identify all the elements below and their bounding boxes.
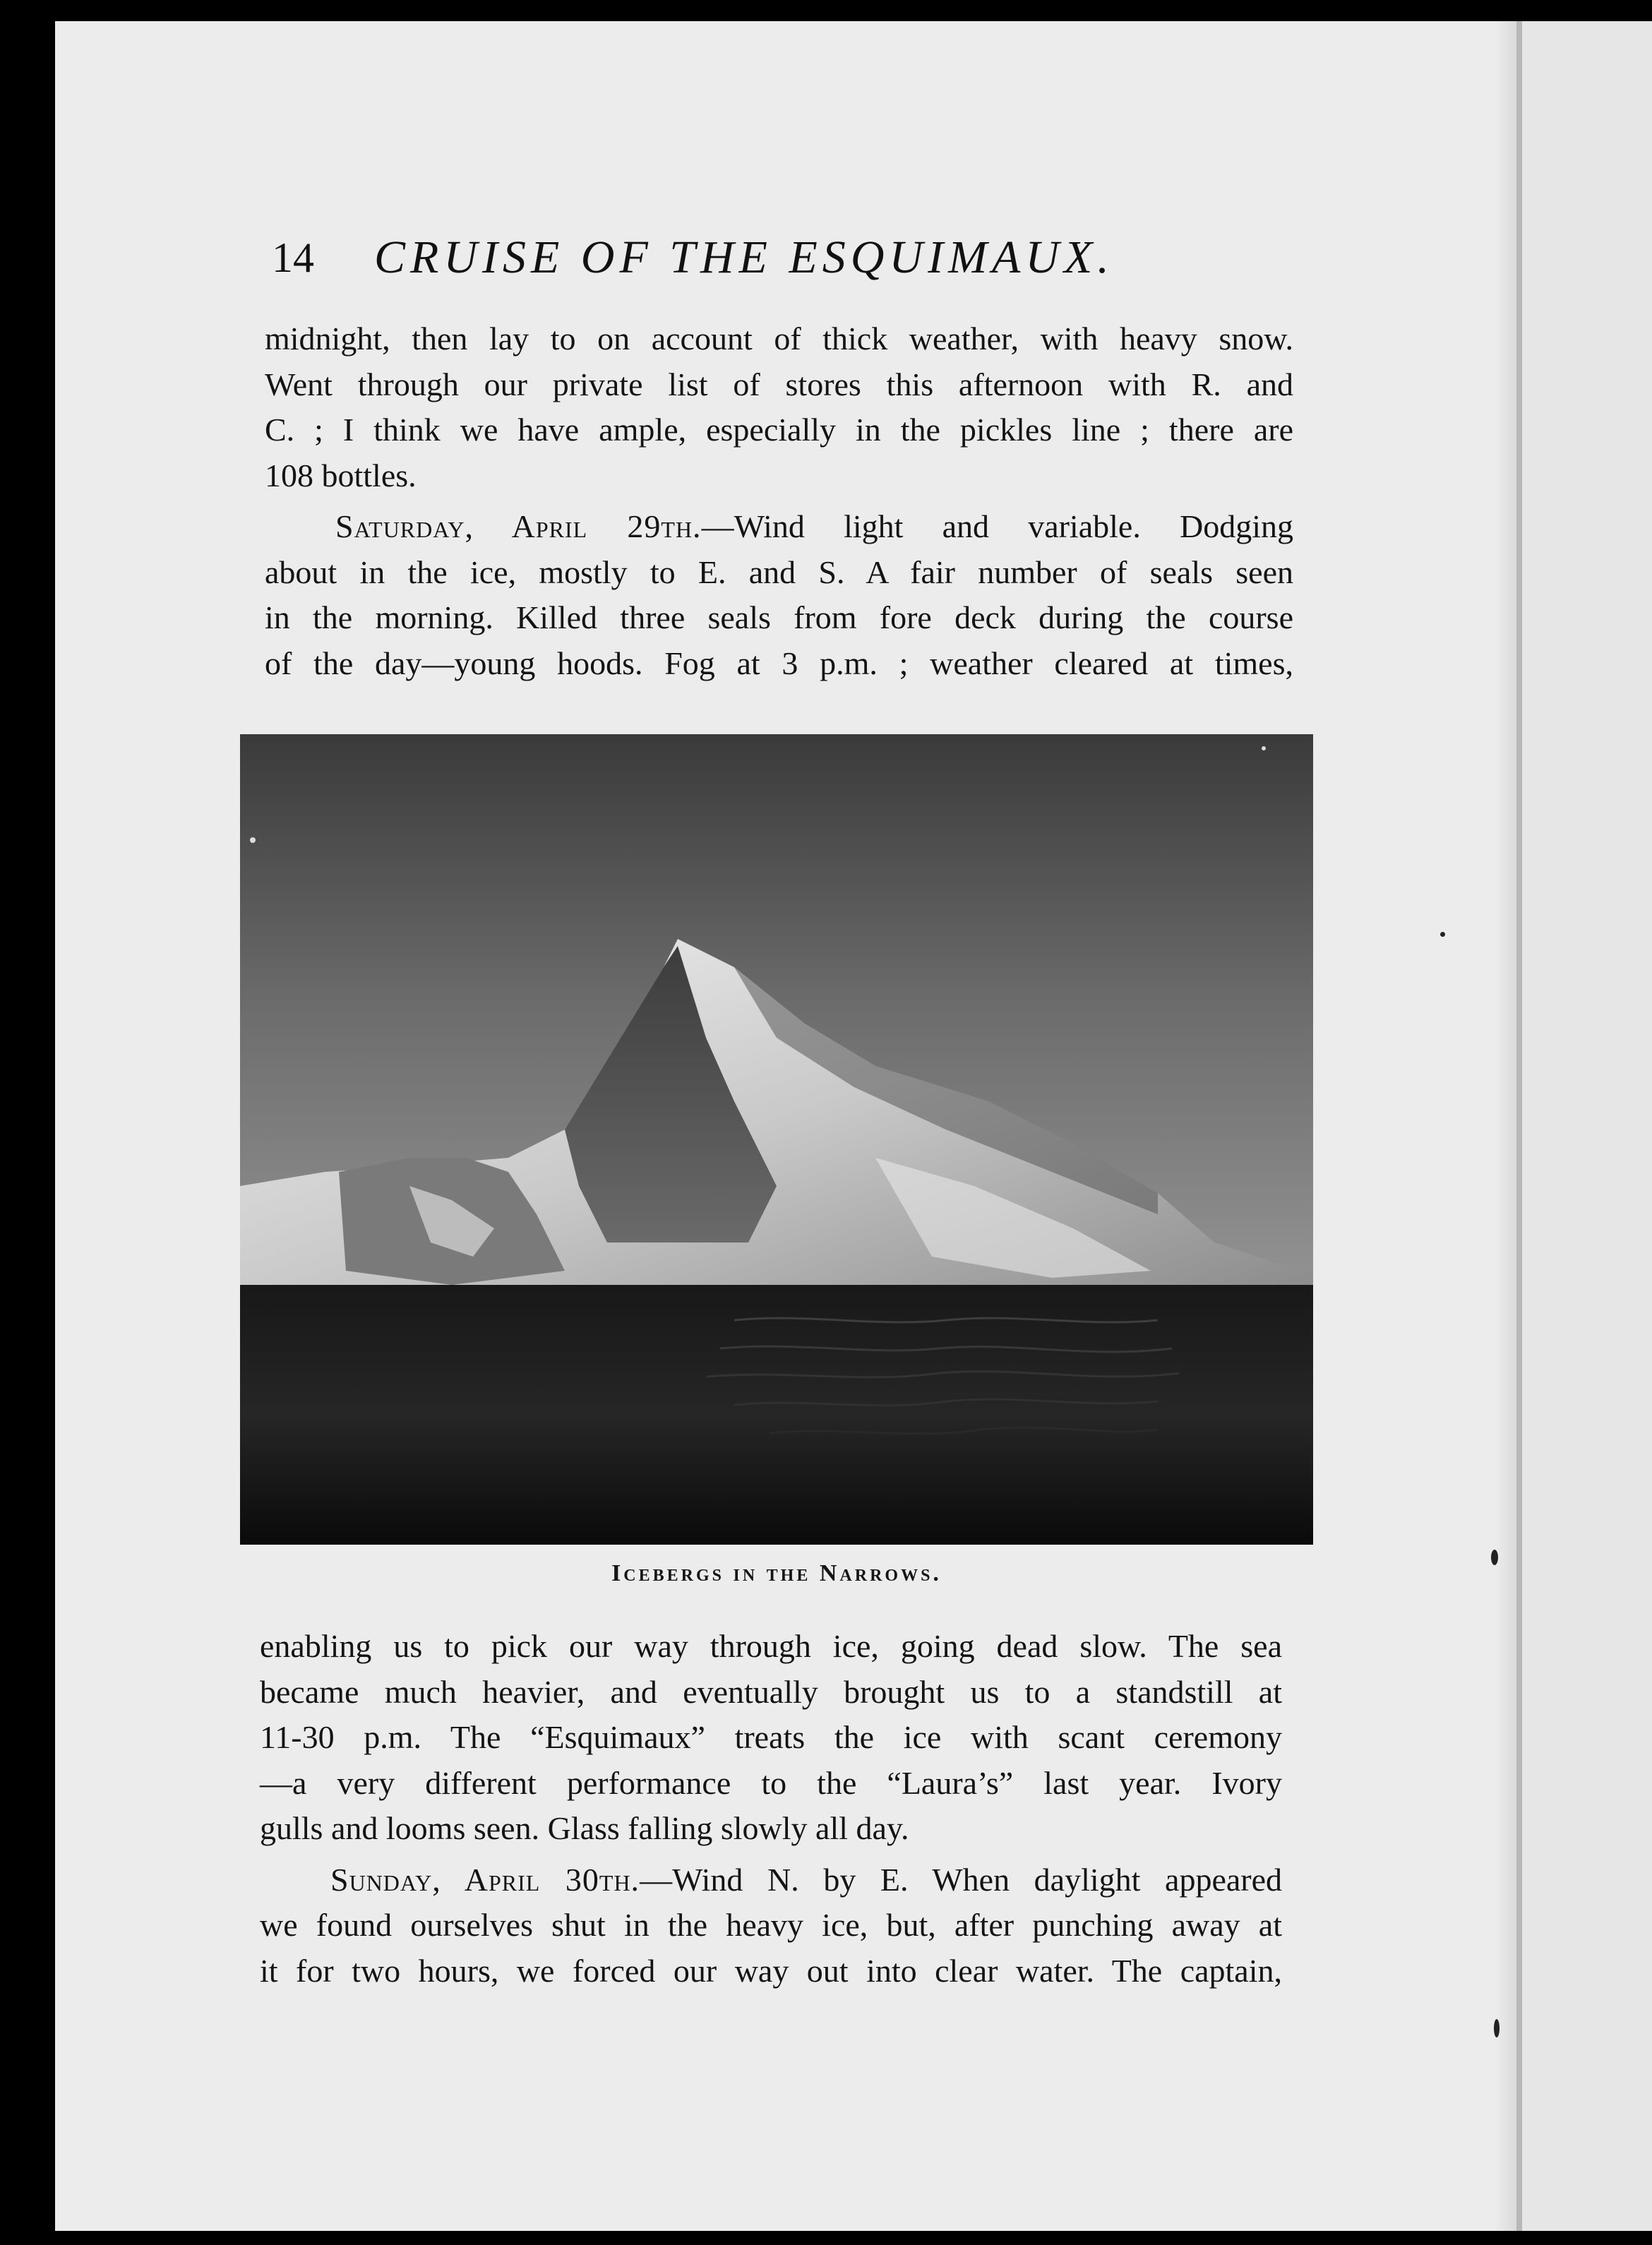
text-line: about in the ice, mostly to E. and S. A fair number of seals seen [265, 553, 1293, 590]
text-line: we found ourselves shut in the heavy ice, but, after punching away at [260, 1907, 1282, 1943]
iceberg-photograph [240, 734, 1313, 1545]
text-line: enabling us to pick our way through ice, going dead slow. The sea [260, 1628, 1282, 1664]
text-block-bottom [260, 1624, 1282, 1994]
paragraph-continuation [260, 1624, 1282, 1852]
text-run: —Wind N. by E. When daylight appeared [640, 1861, 1283, 1898]
text-line: C. ; I think we have ample, especially in the pickles line ; there are [265, 412, 1293, 448]
text-line [260, 1857, 1282, 1903]
page-fold-line [1516, 21, 1522, 2231]
facing-page-edge [1516, 21, 1652, 2231]
text-line: midnight, then lay to on account of thick weather, with heavy snow. [265, 321, 1293, 357]
text-line: 108 bottles. [265, 457, 417, 493]
paragraph-continuation [265, 316, 1293, 498]
text-line: —a very different performance to the “Laura’s” last year. Ivory [260, 1764, 1282, 1801]
page-number: 14 [272, 234, 314, 281]
text-line: 11-30 p.m. The “Esquimaux” treats the ice with scant ceremony [260, 1719, 1282, 1755]
text-run: —Wind light and variable. Dodging [701, 508, 1293, 544]
diary-date: Saturday, April 29th. [335, 508, 702, 544]
text-line: Went through our private list of stores this afternoon with R. and [265, 366, 1293, 402]
text-line: became much heavier, and eventually brought us to a standstill at [260, 1673, 1282, 1710]
text-line: gulls and looms seen. Glass falling slowly all day. [260, 1810, 909, 1846]
text-block-top [265, 316, 1293, 686]
scan-speck [1440, 932, 1445, 937]
paragraph-sunday [260, 1857, 1282, 1994]
text-line [265, 504, 1293, 550]
figure-caption: Icebergs in the Narrows. [611, 1560, 942, 1586]
page-gutter-shadow [1495, 21, 1516, 2231]
paragraph-saturday [265, 504, 1293, 686]
running-title: CRUISE OF THE ESQUIMAUX. [374, 232, 1114, 283]
text-line: of the day—young hoods. Fog at 3 p.m. ; weather cleared at times, [265, 645, 1293, 681]
scan-speck [1491, 1550, 1498, 1565]
text-line: in the morning. Killed three seals from fore deck during the course [265, 599, 1293, 635]
running-head [272, 226, 1204, 289]
diary-date: Sunday, April 30th. [330, 1861, 640, 1898]
iceberg-photo-art [240, 734, 1313, 1545]
text-line: it for two hours, we forced our way out into clear water. The captain, [260, 1952, 1282, 1989]
scan-speck [1494, 2019, 1500, 2037]
